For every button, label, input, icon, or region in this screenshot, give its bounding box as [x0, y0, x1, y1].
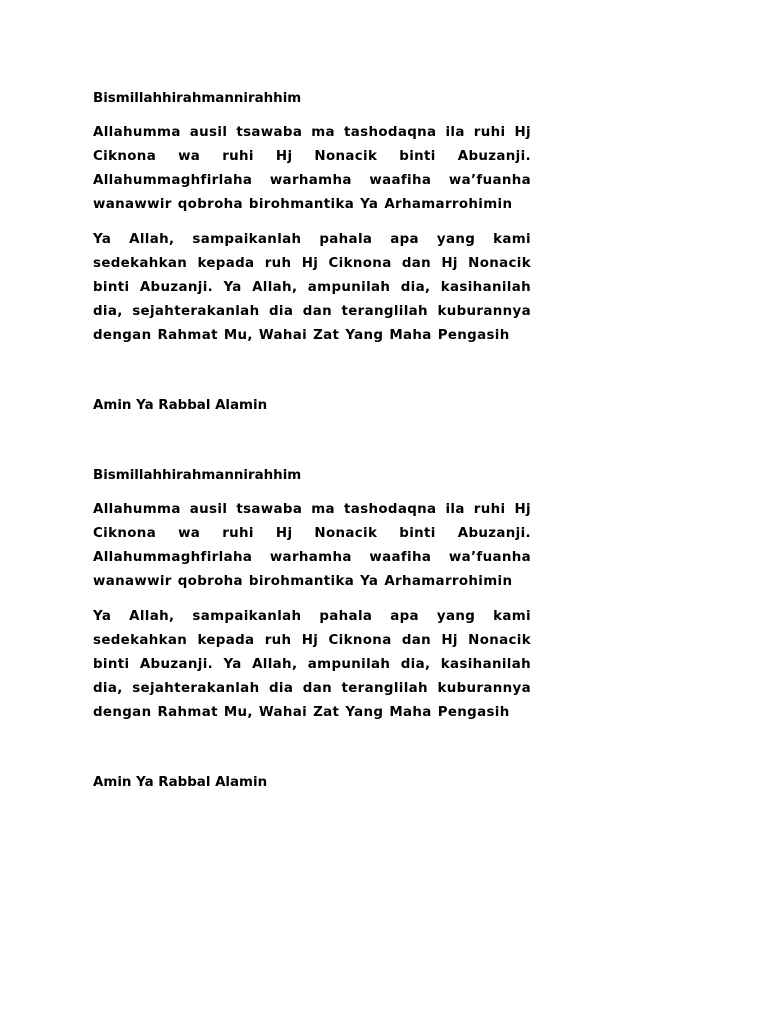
document-page: [93, 87, 531, 795]
doa-arabic-paragraph: Allahumma ausil tsawaba ma tashodaqna ila ruhi Hj Ciknona wa ruhi Hj Nonacik binti Abuzanji. Allahummaghfirlaha warhamha waafiha wa’fuanha wanawwir qobroha birohmantika Ya Arhamarrohimin: [93, 125, 531, 212]
bismillah-heading: Bismillahhirahmannirahhim: [93, 468, 302, 483]
doa-malay-paragraph: Ya Allah, sampaikanlah pahala apa yang kami sedekahkan kepada ruh Hj Ciknona dan Hj Nonacik binti Abuzanji. Ya Allah, ampunilah dia, kasihanilah dia, sejahterakanlah dia dan teranglilah kuburannya dengan Rahmat Mu, Wahai Zat Yang Maha Pengasih: [93, 232, 531, 343]
closing-amin: Amin Ya Rabbal Alamin: [93, 398, 268, 413]
bismillah-heading: Bismillahhirahmannirahhim: [93, 91, 302, 106]
prayer-block: [93, 87, 531, 418]
doa-arabic-paragraph: Allahumma ausil tsawaba ma tashodaqna ila ruhi Hj Ciknona wa ruhi Hj Nonacik binti Abuzanji. Allahummaghfirlaha warhamha waafiha wa’fuanha wanawwir qobroha birohmantika Ya Arhamarrohimin: [93, 502, 531, 589]
prayer-block: [93, 464, 531, 795]
closing-amin: Amin Ya Rabbal Alamin: [93, 775, 268, 790]
doa-malay-paragraph: Ya Allah, sampaikanlah pahala apa yang kami sedekahkan kepada ruh Hj Ciknona dan Hj Nonacik binti Abuzanji. Ya Allah, ampunilah dia, kasihanilah dia, sejahterakanlah dia dan teranglilah kuburannya dengan Rahmat Mu, Wahai Zat Yang Maha Pengasih: [93, 609, 531, 720]
